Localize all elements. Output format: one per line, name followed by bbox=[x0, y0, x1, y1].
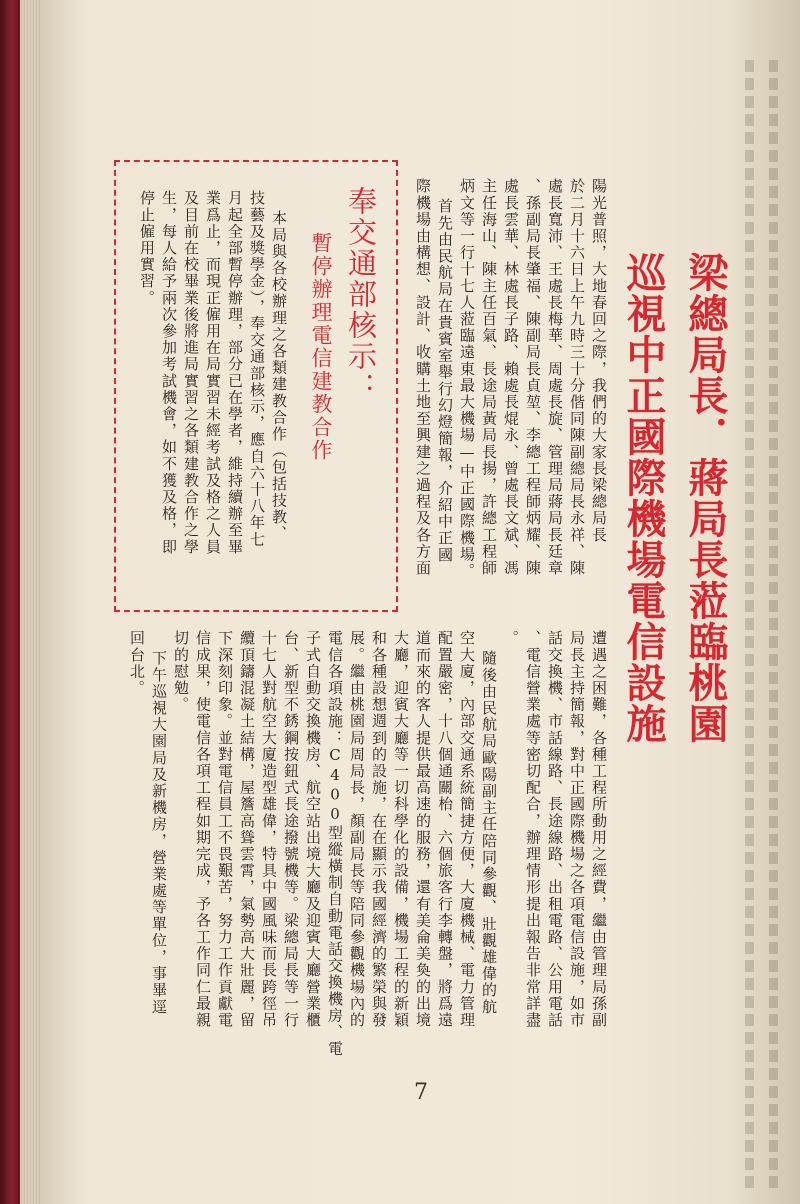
article-line: 。 bbox=[502, 630, 520, 647]
article-line: 下午巡視大園局及新機房，營業處等單位，事畢逕 bbox=[150, 650, 168, 1016]
article-line: 信成果，使電信各項工程如期完成，予各工作同仁最親 bbox=[194, 630, 212, 1029]
notice-line: 停止僱用實習。 bbox=[138, 190, 156, 307]
notice-line: 生，每人給予兩次參加考試機會，如不獲及格，即 bbox=[160, 190, 178, 556]
article-line: 子式自動交換機房、航空站出境大廳及迎賓大廳營業櫃 bbox=[304, 630, 322, 1029]
article-line: 處長寬沛、王處長梅華、周處長旋、管理局蔣局長廷章 bbox=[546, 178, 564, 577]
article-line: 處長雲華、林處長子路、賴處長焜永、曾處長文斌、馮 bbox=[502, 178, 520, 577]
article-line: 下深刻印象。並對電信員工不畏艱苦，努力工作貢獻電 bbox=[216, 630, 234, 1029]
article-line: 際機場由構想、設計、收購土地至興建之過程及各方面 bbox=[414, 178, 432, 577]
article-line: 於二月十六日上午九時三十分偕同陳副總局長永祥、陳 bbox=[568, 178, 586, 577]
article-line: 遭遇之困難，各種工程所動用之經費，繼由管理局孫副 bbox=[590, 630, 608, 1029]
article-line: 話交換機、市話線路、長途線路、出租電路、公用電話 bbox=[546, 630, 564, 1029]
page-title-line-1: 梁總局長．蔣局長蒞臨桃園 bbox=[682, 252, 728, 744]
article-line: 和各種設想週到的設施，在在顯示我國經濟的繁榮與發 bbox=[370, 630, 388, 1029]
article-line: 炳文等一行十七人蒞臨遠東最大機場—中正國際機場。 bbox=[458, 178, 476, 580]
next-page-edge bbox=[730, 0, 800, 1204]
page-number: 7 bbox=[414, 1080, 428, 1105]
notice-line: 及目前在校畢業後將進局實習之各類建教合作之學 bbox=[182, 190, 200, 556]
article-line: 隨後由民航局歐陽副主任陪同參觀、壯觀雄偉的航 bbox=[480, 650, 498, 1016]
article-line: 十七人對航空大廈造型雄偉，特具中國風味而長跨徑吊 bbox=[260, 630, 278, 1029]
notice-heading: 奉交通部核示： bbox=[344, 186, 378, 403]
notice-line: 業爲止，而現正僱用在局實習未經考試及格之人員 bbox=[204, 190, 222, 556]
article-line: 展。繼由桃園局周局長，顏副局長等陪同參觀機場內的 bbox=[348, 630, 366, 1029]
article-line: 切的慰勉。 bbox=[172, 630, 190, 713]
article-line: 配置嚴密，十八個通關枱、六個旅客行李轉盤，將爲遠 bbox=[436, 630, 454, 1029]
article-line: 大廳，迎賓大廳等一切科學化的設備，機場工程的新穎 bbox=[392, 630, 410, 1029]
article-line: 、電信營業處等密切配合，辦理情形提出報告非常詳盡 bbox=[524, 630, 542, 1029]
page-title-line-2: 巡視中正國際機場電信設施 bbox=[620, 252, 666, 744]
notice-line: 月起全部暫停辦理，部分已在學者，維持續辦至畢 bbox=[226, 190, 244, 556]
article-line: 空大廈，內部交通系統簡捷方便，大廈機械、電力管理 bbox=[458, 630, 476, 1029]
notice-subheading: 暫停辦理電信建教合作 bbox=[309, 232, 333, 462]
notice-line: 技藝及獎學金），奉交通部核示，應自六十八年七 bbox=[248, 190, 266, 548]
book-spine bbox=[0, 0, 22, 1204]
article-line: 台、新型不銹鋼按鈕式長途撥號機等。梁總局長等一行 bbox=[282, 630, 300, 1029]
article-line: 首先由民航局在貴賓室舉行幻燈簡報，介紹中正國 bbox=[436, 198, 454, 564]
article-line: 局長主持簡報，對中正國際機場之各項電信設施，如市 bbox=[568, 630, 586, 1029]
notice-line: 本局與各校辦理之各類建教合作（包括技教、 bbox=[270, 210, 288, 542]
article-line: 電信各項設施：C400型縱橫制自動電話交換機房、電 bbox=[326, 630, 344, 1057]
article-line: 纜頂鑄混凝土結構，屋簷高聳雲霄，氣勢高大壯麗，留 bbox=[238, 630, 256, 1029]
article-line: 主任海山、陳主任百氣、長途局黃局長揚，許總工程師 bbox=[480, 178, 498, 577]
article-line: 、孫副局長肇福、陳副局長貞堃、李總工程師炳耀、陳 bbox=[524, 178, 542, 577]
article-line: 陽光普照，大地春回之際，我們的大家長梁總局長 bbox=[590, 178, 608, 544]
article-line: 回台北。 bbox=[128, 630, 146, 697]
article-line: 道而來的客人提供最高速的服務，還有美侖美奐的出境 bbox=[414, 630, 432, 1029]
